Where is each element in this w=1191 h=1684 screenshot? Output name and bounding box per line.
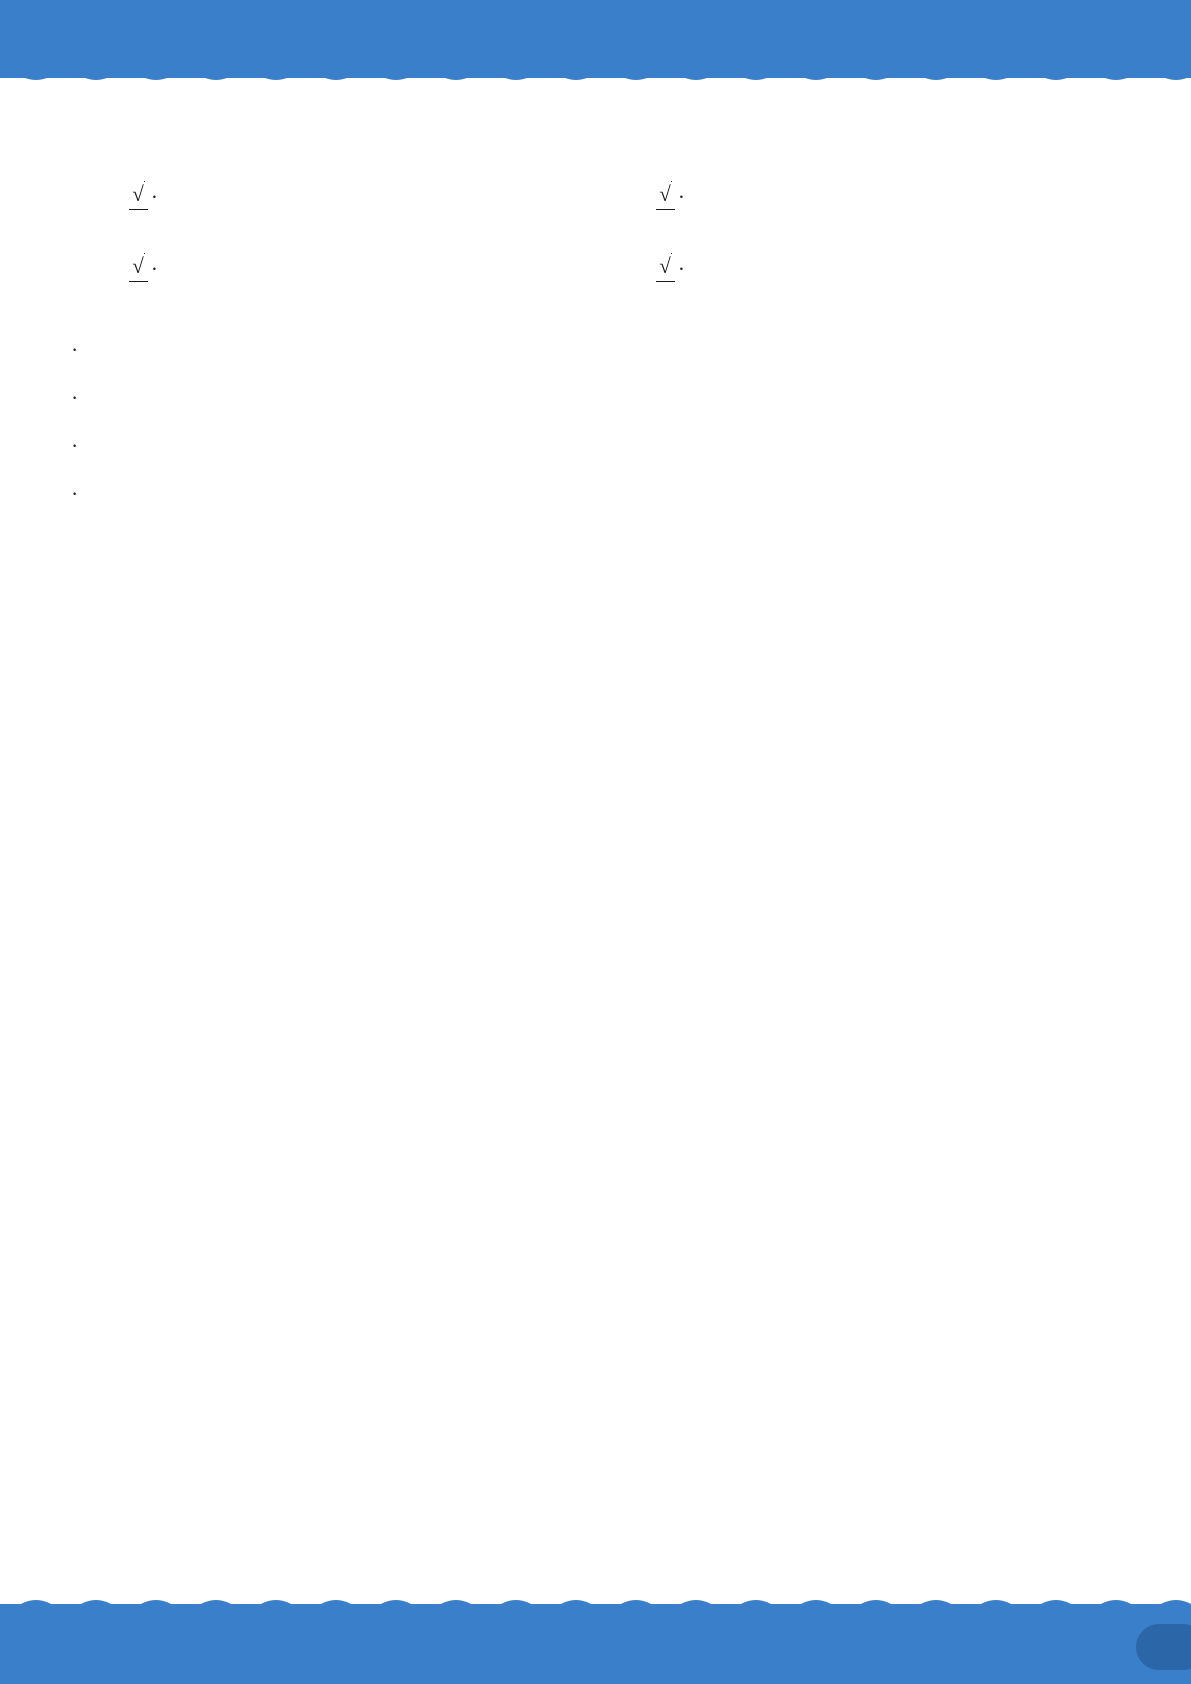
answer-option-a[interactable]: √ . <box>120 174 157 210</box>
header-wave <box>0 66 1191 90</box>
answer-option-c[interactable]: √ . <box>120 246 157 282</box>
answer-option-b[interactable]: √ . <box>647 174 684 210</box>
page-footer <box>0 1604 1191 1684</box>
answer-option-d[interactable]: . <box>72 476 78 500</box>
answer-option-b[interactable]: . <box>72 380 78 404</box>
answer-row <box>72 516 1132 565</box>
answer-option-a[interactable]: . <box>72 332 78 356</box>
answer-row <box>72 140 1132 174</box>
footer-pill-decoration <box>1136 1624 1191 1670</box>
answer-row <box>72 106 1132 140</box>
document-body <box>72 92 1132 599</box>
answer-option-d[interactable]: √ . <box>647 246 684 282</box>
answer-row <box>72 246 1132 318</box>
answer-option-c[interactable]: . <box>72 428 78 452</box>
answer-row <box>72 565 1132 599</box>
answer-row <box>72 174 1132 246</box>
